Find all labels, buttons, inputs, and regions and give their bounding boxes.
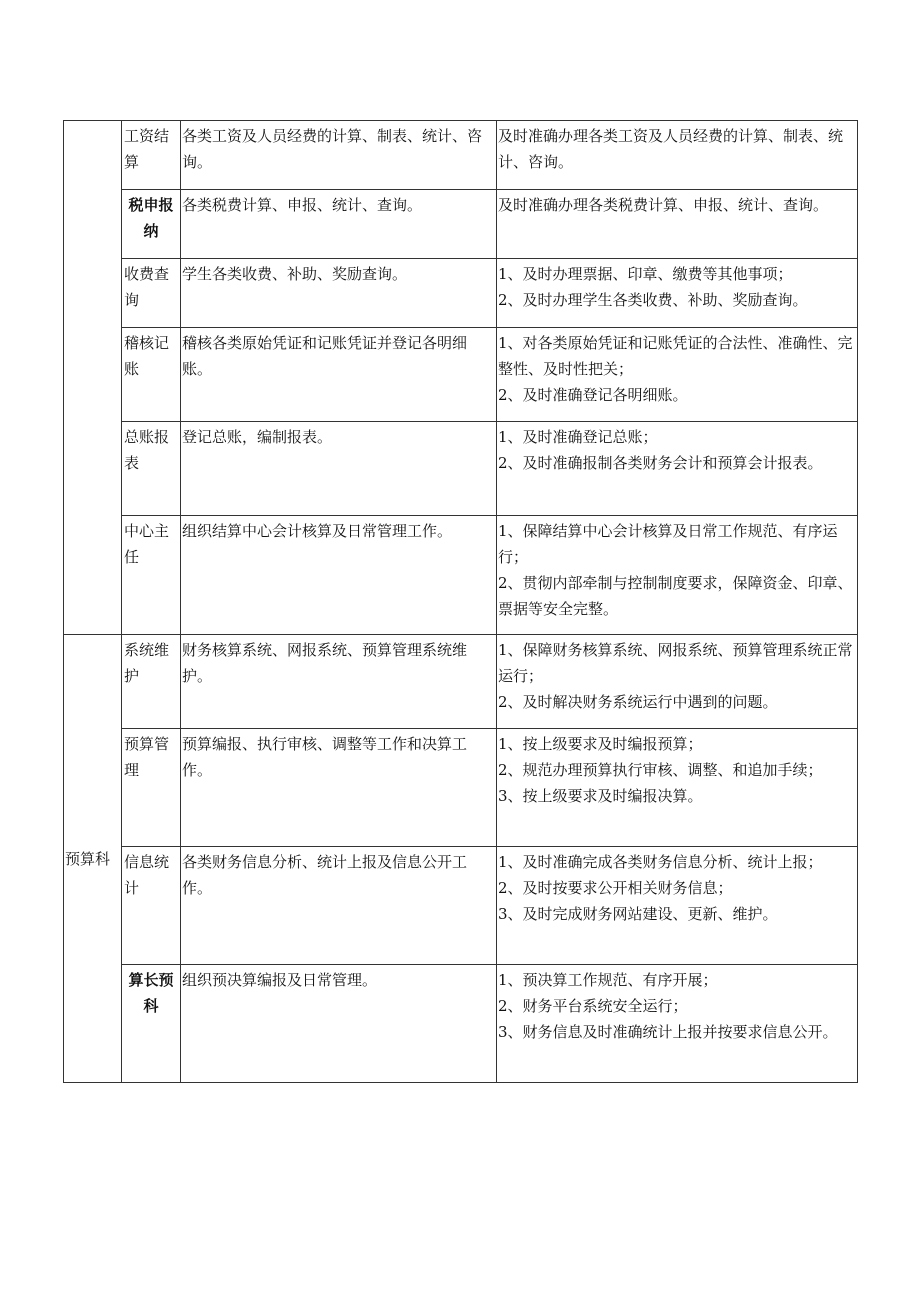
requirements-cell [497, 729, 858, 847]
table-row [64, 635, 858, 729]
duties-cell: 稽核各类原始凭证和记账凭证并登记各明细账。 [181, 328, 497, 422]
requirements-cell [497, 328, 858, 422]
table-row [64, 259, 858, 328]
duties-cell: 组织预决算编报及日常管理。 [181, 965, 497, 1083]
requirement-line: 1、及时办理票据、印章、缴费等其他事项； [498, 265, 793, 283]
post-cell: 收费查询 [122, 259, 181, 328]
requirement-line: 2、规范办理预算执行审核、调整、和追加手续； [498, 761, 823, 779]
duty-table [63, 120, 858, 1083]
duties-cell: 学生各类收费、补助、奖励查询。 [181, 259, 497, 328]
requirement-line: 2、及时按要求公开相关财务信息； [498, 879, 733, 897]
requirement-line: 1、及时准确登记总账； [498, 428, 658, 446]
requirement-line: 1、及时准确完成各类财务信息分析、统计上报； [498, 853, 823, 871]
duties-cell: 登记总账，编制报表。 [181, 422, 497, 516]
requirement-line: 1、按上级要求及时编报预算； [498, 735, 703, 753]
duties-cell: 组织结算中心会计核算及日常管理工作。 [181, 516, 497, 635]
requirements-cell [497, 190, 858, 259]
requirements-cell [497, 516, 858, 635]
requirement-line: 2、贯彻内部牵制与控制制度要求，保障资金、印章、票据等安全完整。 [498, 574, 853, 618]
requirements-cell [497, 259, 858, 328]
table-row [64, 965, 858, 1083]
table-row [64, 847, 858, 965]
table-row [64, 328, 858, 422]
requirements-cell [497, 635, 858, 729]
post-cell: 稽核记账 [122, 328, 181, 422]
table-row [64, 121, 858, 190]
post-cell: 税申报纳 [122, 190, 181, 259]
requirement-line: 2、及时准确登记各明细账。 [498, 386, 688, 404]
requirements-cell [497, 422, 858, 516]
requirements-cell [497, 121, 858, 190]
requirement-line: 1、预决算工作规范、有序开展； [498, 971, 718, 989]
requirements-cell [497, 965, 858, 1083]
requirement-line: 2、财务平台系统安全运行； [498, 997, 688, 1015]
requirement-line: 3、及时完成财务网站建设、更新、维护。 [498, 905, 778, 923]
post-cell: 信息统计 [122, 847, 181, 965]
post-cell: 工资结算 [122, 121, 181, 190]
requirement-line: 2、及时准确报制各类财务会计和预算会计报表。 [498, 454, 823, 472]
requirement-line: 3、财务信息及时准确统计上报并按要求信息公开。 [498, 1023, 838, 1041]
requirement-line: 及时准确办理各类税费计算、申报、统计、查询。 [498, 196, 829, 214]
requirement-line: 1、对各类原始凭证和记账凭证的合法性、准确性、完整性、及时性把关； [498, 334, 853, 378]
requirement-line: 1、保障结算中心会计核算及日常工作规范、有序运行； [498, 522, 838, 566]
post-cell: 算长预科 [122, 965, 181, 1083]
post-cell: 中心主任 [122, 516, 181, 635]
table-row [64, 190, 858, 259]
requirement-line: 及时准确办理各类工资及人员经费的计算、制表、统计、咨询。 [498, 127, 844, 171]
post-cell: 预算管理 [122, 729, 181, 847]
department-cell: 预算科 [64, 635, 122, 1083]
requirements-cell [497, 847, 858, 965]
duties-cell: 各类税费计算、申报、统计、查询。 [181, 190, 497, 259]
post-cell: 系统维护 [122, 635, 181, 729]
requirement-line: 1、保障财务核算系统、网报系统、预算管理系统正常运行； [498, 641, 853, 685]
requirement-line: 2、及时解决财务系统运行中遇到的问题。 [498, 693, 778, 711]
requirement-line: 2、及时办理学生各类收费、补助、奖励查询。 [498, 291, 808, 309]
post-cell: 总账报表 [122, 422, 181, 516]
duties-cell: 各类财务信息分析、统计上报及信息公开工作。 [181, 847, 497, 965]
duties-cell: 预算编报、执行审核、调整等工作和决算工作。 [181, 729, 497, 847]
department-cell [64, 121, 122, 635]
duties-cell: 各类工资及人员经费的计算、制表、统计、咨询。 [181, 121, 497, 190]
table-row [64, 422, 858, 516]
requirement-line: 3、按上级要求及时编报决算。 [498, 787, 703, 805]
table-row [64, 729, 858, 847]
duties-cell: 财务核算系统、网报系统、预算管理系统维护。 [181, 635, 497, 729]
table-row [64, 516, 858, 635]
